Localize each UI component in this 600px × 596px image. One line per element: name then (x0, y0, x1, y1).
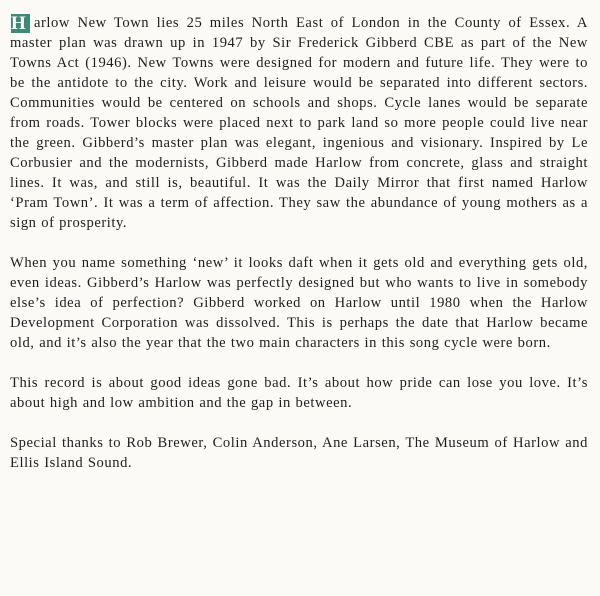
paragraph-new-gets-old: When you name something ‘new’ it looks daft when it gets old and everything gets old, even ideas. Gibberd’s Harlow was perfectly designed but who wants to live in somebody else’s idea of perfection? Gibberd worked on Harlow until 1980 when the Harlow Development Corporation was dissolved. This is perhaps the date that Harlow became old, and it’s also the year that the two main characters in this song cycle were born. (10, 255, 588, 351)
paragraph-special-thanks: Special thanks to Rob Brewer, Colin Anderson, Ane Larsen, The Museum of Harlow and Ellis Island Sound. (10, 435, 588, 471)
drop-cap-letter: H (11, 14, 30, 33)
paragraph-harlow-history (10, 13, 588, 233)
paragraph-record-about: This record is about good ideas gone bad. It’s about how pride can lose you love. It’s about high and low ambition and the gap in between. (10, 375, 588, 411)
paragraph-text: arlow New Town lies 25 miles North East of London in the County of Essex. A master plan was drawn up in 1947 by Sir Frederick Gibberd CBE as part of the New Towns Act (1946). New Towns were designed for modern and future life. They were to be the antidote to the city. Work and leisure would be separated into different sectors. Communities would be centered on schools and shops. Cycle lanes would be separate from roads. Tower blocks were placed next to park land so more people could live near the green. Gibberd’s master plan was elegant, ingenious and visionary. Inspired by Le Corbusier and the modernists, Gibberd made Harlow from concrete, glass and straight lines. It was, and still is, beautiful. It was the Daily Mirror that first named Harlow ‘Pram Town’. It was a term of affection. They saw the abundance of young mothers as a sign of prosperity. (10, 15, 588, 231)
